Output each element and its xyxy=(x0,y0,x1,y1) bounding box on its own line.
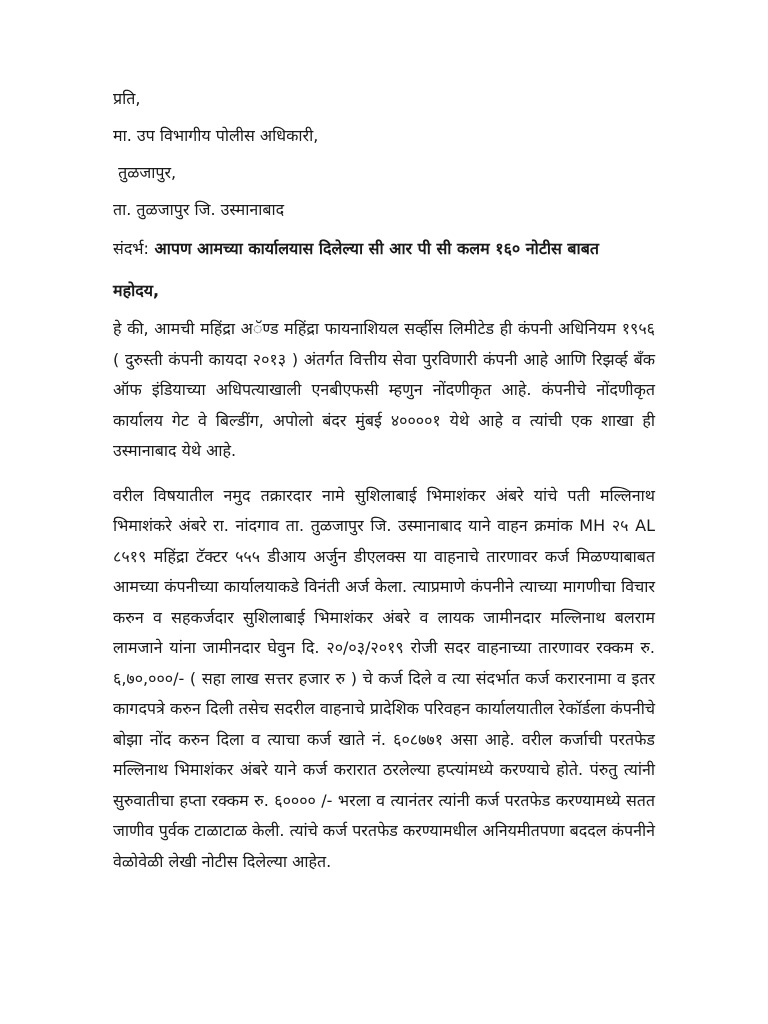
address-block xyxy=(113,86,655,222)
salutation: महोदय, xyxy=(113,281,160,300)
to-label: प्रति, xyxy=(113,89,141,108)
subject-text: आपण आमच्या कार्यालयास दिलेल्या सी आर पी सी कलम १६० नोटीस बाबत xyxy=(148,239,599,258)
recipient-district: ता. तुळजापुर जि. उस्मानाबाद xyxy=(113,200,285,219)
subject-label: संदर्भ: xyxy=(113,239,149,258)
body-paragraph-1: हे की, आमची महिंद्रा अॅण्ड महिंद्रा फायनाशियल सर्व्हीस लिमीटेड ही कंपनी अधिनियम १९५६ ( दुरुस्ती कंपनी कायदा २०१३ ) अंतर्गत वित्तीय सेवा पुरविणारी कंपनी आहे आणि रिझर्व्ह बँक ऑफ इंडियाच्या अधिपत्याखाली एनबीएफसी म्हणुन नोंदणीकृत आहे. कंपनीचे नोंदणीकृत कार्यालय गेट वे बिल्डींग, अपोलो बंदर मुंबई ४००००१ येथे आहे व त्यांची एक शाखा ही उस्मानाबाद येथे आहे. xyxy=(113,319,655,460)
body-paragraph-2: वरील विषयातील नमुद तक्रारदार नामे सुशिलाबाई भिमाशंकर अंबरे यांचे पती मल्लिनाथ भिमाशंकरे अंबरे रा. नांदगाव ता. तुळजापुर जि. उस्मानाबाद याने वाहन क्रमांक MH २५ AL ८५१९ महिंद्रा टॅक्टर ५५५ डीआय अर्जुन डीएलक्स या वाहनाचे तारणावर कर्ज मिळण्याबाबत आमच्या कंपनीच्या कार्यालयाकडे विनंती अर्ज केला. त्याप्रमाणे कंपनीने त्याच्या मागणीचा विचार करुन व सहकर्जदार सुशिलाबाई भिमाशंकर अंबरे व लायक जामीनदार मल्लिनाथ बलराम लामजाने यांना जामीनदार घेवुन दि. २०/०३/२०१९ रोजी सदर वाहनाच्या तारणावर रक्कम रु. ६,७०,०००/- ( सहा लाख सत्तर हजार रु ) चे कर्ज दिले व त्या संदर्भात कर्ज करारनामा व इतर कागदपत्रे करुन दिली तसेच सदरील वाहनाचे प्रादेशिक परिवहन कार्यालयातील रेकॉर्डला कंपनीचे बोझा नोंद करुन दिला व त्याचा कर्ज खाते नं. ६०८७७१ असा आहे. वरील कर्जाची परतफेड मल्लिनाथ भिमाशंकर अंबरे याने कर्ज करारात ठरलेल्या हप्त्यांमध्ये करण्याचे होते. पंरुतु त्यांनी सुरुवातीचा हप्ता रक्कम रु. ६०००० /- भरला व त्यानंतर त्यांनी कर्ज परतफेड करण्यामध्ये सतत जाणीव पुर्वक टाळाटाळ केली. त्यांचे कर्ज परतफेड करण्यामधील अनियमीतपणा बददल कंपनीने वेळोवेळी लेखी नोटीस दिलेल्या आहेत. xyxy=(113,485,655,871)
subject-line xyxy=(113,234,655,264)
recipient-place: तुळजापुर, xyxy=(113,163,177,182)
recipient-title: मा. उप विभागीय पोलीस अधिकारी, xyxy=(113,126,319,145)
